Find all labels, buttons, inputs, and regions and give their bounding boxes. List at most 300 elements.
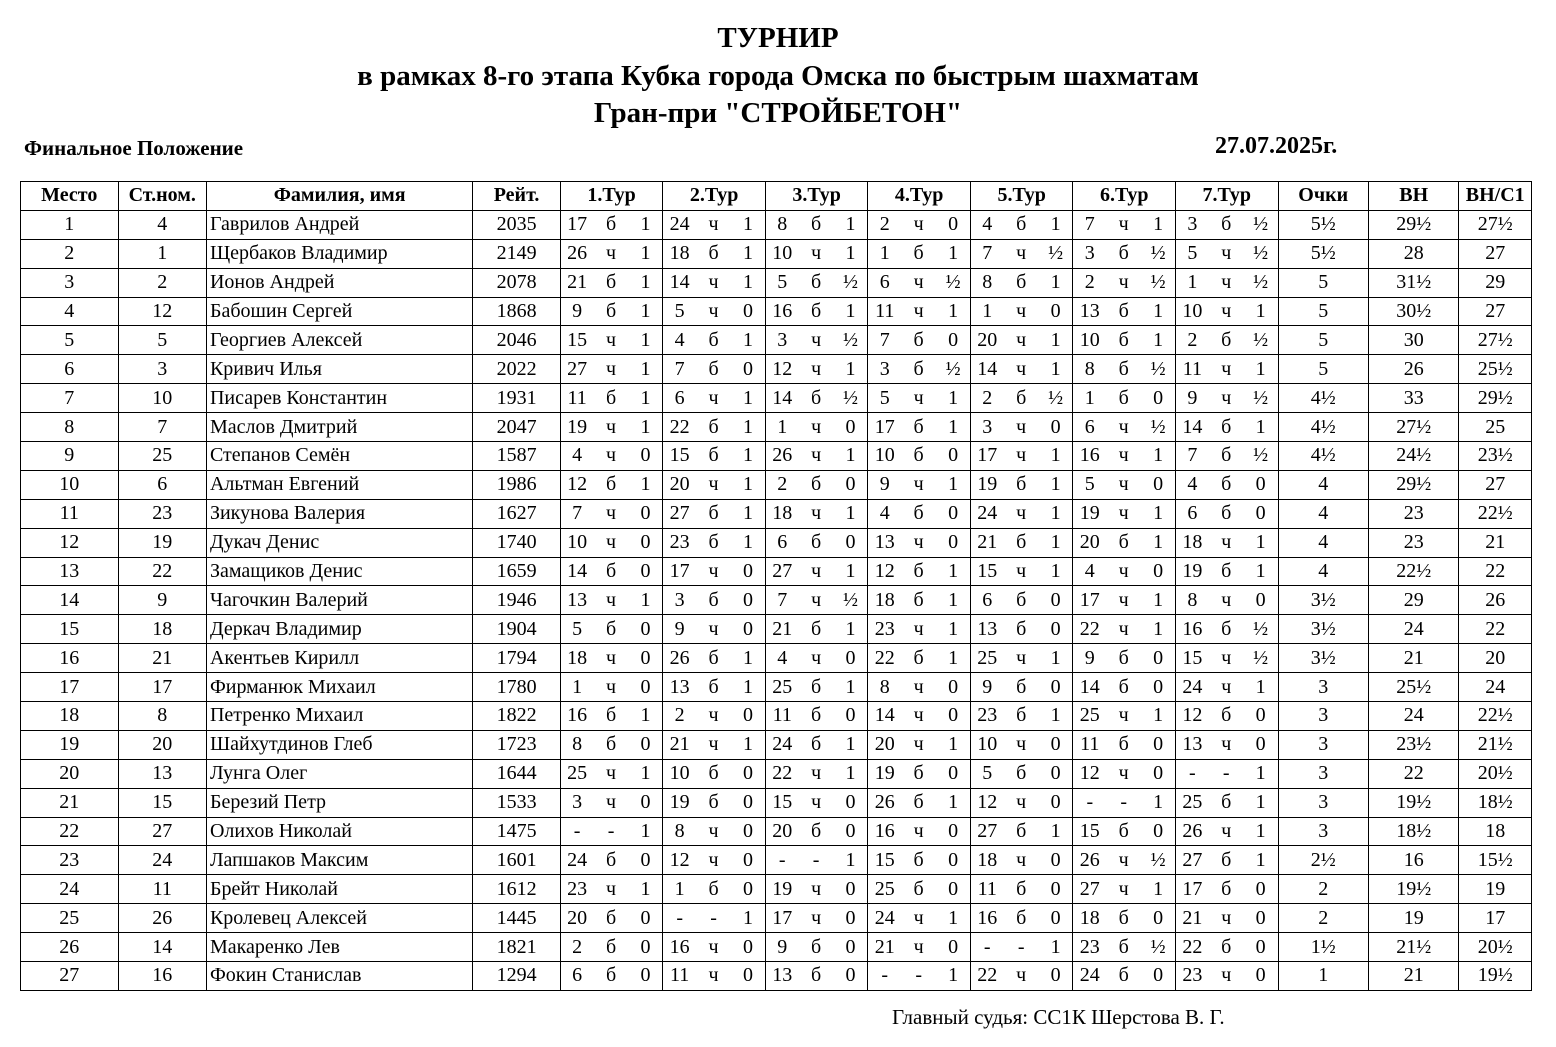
round-6-result: 0 [1141,557,1175,586]
round-3-color: б [799,297,834,326]
round-1-result: 0 [629,499,663,528]
round-5-result: 0 [1039,413,1073,442]
round-5-opponent: 14 [970,355,1003,384]
round-6-opponent: 20 [1073,528,1106,557]
bh-cell: 23 [1368,528,1458,557]
round-1-result: 0 [629,644,663,673]
round-4-result: 0 [936,702,970,731]
round-1-result: 0 [629,615,663,644]
round-7-color: б [1209,326,1244,355]
round-1-color: ч [593,326,628,355]
round-2-result: 0 [731,586,765,615]
round-6-result: 0 [1141,384,1175,413]
bh-cell: 30 [1368,326,1458,355]
round-3-color: б [799,817,834,846]
round-3-color: б [799,933,834,962]
round-2-opponent: 22 [663,413,696,442]
round-3-opponent: 2 [765,470,798,499]
bh-c1-cell: 20 [1459,644,1532,673]
round-5-opponent: 27 [970,817,1003,846]
round-3-color: - [799,846,834,875]
round-4-result: 0 [936,817,970,846]
round-3-result: ½ [834,268,868,297]
round-5-opponent: 11 [970,875,1003,904]
start-number-cell: 26 [118,904,206,933]
round-4-color: ч [901,297,936,326]
round-3-opponent: 10 [765,239,798,268]
round-4-color: б [901,875,936,904]
round-2-color: ч [696,702,731,731]
round-5-color: ч [1004,442,1039,471]
round-6-color: ч [1106,875,1141,904]
round-2-opponent: 11 [663,962,696,991]
round-3-result: 0 [834,470,868,499]
bh-c1-cell: 22 [1459,557,1532,586]
round-3-result: 0 [834,933,868,962]
player-name-cell: Щербаков Владимир [206,239,472,268]
table-row [21,442,1532,471]
header-row [21,182,1532,211]
start-number-cell: 13 [118,759,206,788]
player-name-cell: Макаренко Лев [206,933,472,962]
points-cell: 3 [1278,730,1368,759]
table-row [21,557,1532,586]
player-name-cell: Альтман Евгений [206,470,472,499]
round-6-opponent: 13 [1073,297,1106,326]
round-5-opponent: 21 [970,528,1003,557]
round-1-opponent: 5 [560,615,593,644]
round-4-color: б [901,557,936,586]
bh-c1-cell: 27½ [1459,210,1532,239]
round-4-opponent: 23 [868,615,901,644]
round-6-opponent: - [1073,788,1106,817]
round-3-color: б [799,528,834,557]
points-cell: 4 [1278,470,1368,499]
round-4-color: б [901,326,936,355]
round-4-result: 1 [936,557,970,586]
round-5-result: ½ [1039,239,1073,268]
round-4-result: 0 [936,210,970,239]
round-5-result: 0 [1039,615,1073,644]
round-6-result: 1 [1141,702,1175,731]
round-6-color: ч [1106,499,1141,528]
bh-c1-cell: 27½ [1459,326,1532,355]
start-number-cell: 23 [118,499,206,528]
bh-c1-cell: 22½ [1459,499,1532,528]
start-number-cell: 3 [118,355,206,384]
rating-cell: 2149 [473,239,560,268]
rating-cell: 1946 [473,586,560,615]
round-2-result: 1 [731,528,765,557]
table-row [21,933,1532,962]
round-5-color: б [1004,615,1039,644]
start-number-cell: 1 [118,239,206,268]
round-1-opponent: 27 [560,355,593,384]
round-5-color: ч [1004,788,1039,817]
round-4-opponent: 21 [868,933,901,962]
round-6-opponent: 26 [1073,846,1106,875]
round-5-result: 0 [1039,904,1073,933]
round-6-result: 1 [1141,615,1175,644]
round-5-opponent: 23 [970,702,1003,731]
bh-cell: 23½ [1368,730,1458,759]
round-3-result: 1 [834,239,868,268]
points-cell: 5 [1278,326,1368,355]
round-6-color: б [1106,817,1141,846]
round-5-opponent: 25 [970,644,1003,673]
round-2-color: б [696,586,731,615]
round-7-result: 1 [1244,557,1278,586]
bh-c1-cell: 18½ [1459,788,1532,817]
round-6-result: 0 [1141,904,1175,933]
round-6-opponent: 18 [1073,904,1106,933]
round-2-color: ч [696,817,731,846]
round-3-opponent: 19 [765,875,798,904]
round-3-opponent: - [765,846,798,875]
round-4-result: 1 [936,730,970,759]
start-number-cell: 6 [118,470,206,499]
round-2-color: б [696,239,731,268]
table-row [21,355,1532,384]
round-3-opponent: 17 [765,904,798,933]
round-1-color: б [593,933,628,962]
round-1-opponent: 1 [560,673,593,702]
points-cell: 4 [1278,557,1368,586]
bh-c1-cell: 22½ [1459,702,1532,731]
round-6-opponent: 10 [1073,326,1106,355]
round-7-color: ч [1209,673,1244,702]
points-cell: 3½ [1278,644,1368,673]
rating-cell: 2022 [473,355,560,384]
round-1-opponent: 8 [560,730,593,759]
round-7-color: ч [1209,904,1244,933]
rating-cell: 2035 [473,210,560,239]
round-2-color: ч [696,268,731,297]
round-1-color: б [593,210,628,239]
round-3-result: ½ [834,326,868,355]
round-1-result: 1 [629,384,663,413]
round-5-opponent: 1 [970,297,1003,326]
round-4-color: б [901,644,936,673]
round-7-opponent: 8 [1175,586,1208,615]
round-7-color: ч [1209,528,1244,557]
round-3-opponent: 1 [765,413,798,442]
rating-cell: 1931 [473,384,560,413]
rating-cell: 2047 [473,413,560,442]
round-6-opponent: 17 [1073,586,1106,615]
round-5-color: ч [1004,846,1039,875]
place-cell: 18 [21,702,119,731]
header-round-2: 2.Тур [663,182,766,211]
bh-cell: 16 [1368,846,1458,875]
round-5-opponent: 20 [970,326,1003,355]
round-7-color: ч [1209,817,1244,846]
round-7-opponent: 9 [1175,384,1208,413]
round-7-opponent: 5 [1175,239,1208,268]
round-1-result: 1 [629,326,663,355]
bh-cell: 21 [1368,962,1458,991]
round-3-color: б [799,962,834,991]
round-1-color: б [593,297,628,326]
table-row [21,702,1532,731]
start-number-cell: 21 [118,644,206,673]
round-5-result: 1 [1039,817,1073,846]
round-6-result: 1 [1141,499,1175,528]
player-name-cell: Ионов Андрей [206,268,472,297]
bh-cell: 29½ [1368,470,1458,499]
round-1-opponent: 18 [560,644,593,673]
place-cell: 22 [21,817,119,846]
round-1-color: б [593,557,628,586]
points-cell: 5½ [1278,239,1368,268]
player-name-cell: Чагочкин Валерий [206,586,472,615]
round-7-color: б [1209,788,1244,817]
round-4-opponent: 6 [868,268,901,297]
bh-c1-cell: 25½ [1459,355,1532,384]
round-5-color: ч [1004,499,1039,528]
points-cell: 4½ [1278,442,1368,471]
round-4-opponent: 16 [868,817,901,846]
round-2-result: 1 [731,499,765,528]
header-round-5: 5.Тур [970,182,1073,211]
rating-cell: 1294 [473,962,560,991]
round-6-opponent: 27 [1073,875,1106,904]
start-number-cell: 5 [118,326,206,355]
round-6-result: 1 [1141,442,1175,471]
round-6-color: б [1106,528,1141,557]
round-4-result: ½ [936,355,970,384]
round-6-result: 0 [1141,730,1175,759]
rating-cell: 2046 [473,326,560,355]
table-row [21,413,1532,442]
round-2-opponent: 19 [663,788,696,817]
round-7-result: ½ [1244,326,1278,355]
round-6-opponent: 2 [1073,268,1106,297]
round-6-opponent: 5 [1073,470,1106,499]
place-cell: 27 [21,962,119,991]
place-cell: 24 [21,875,119,904]
round-1-color: ч [593,528,628,557]
round-7-opponent: 21 [1175,904,1208,933]
round-2-result: 1 [731,644,765,673]
round-4-opponent: 22 [868,644,901,673]
round-4-opponent: 17 [868,413,901,442]
round-2-color: ч [696,962,731,991]
place-cell: 7 [21,384,119,413]
round-3-opponent: 26 [765,442,798,471]
round-2-opponent: 12 [663,846,696,875]
round-6-result: ½ [1141,846,1175,875]
round-1-color: ч [593,239,628,268]
round-6-color: ч [1106,702,1141,731]
round-4-opponent: 19 [868,759,901,788]
round-2-opponent: 14 [663,268,696,297]
round-7-opponent: 26 [1175,817,1208,846]
round-6-color: б [1106,297,1141,326]
round-3-result: 1 [834,442,868,471]
round-6-result: 1 [1141,297,1175,326]
round-2-opponent: 16 [663,933,696,962]
bh-c1-cell: 17 [1459,904,1532,933]
round-1-opponent: 15 [560,326,593,355]
round-4-color: б [901,413,936,442]
round-4-result: 1 [936,904,970,933]
round-1-result: 0 [629,528,663,557]
place-cell: 2 [21,239,119,268]
points-cell: 3 [1278,759,1368,788]
title-line-2: в рамках 8-го этапа Кубка города Омска по быстрым шахматам [357,60,1199,92]
bh-c1-cell: 20½ [1459,933,1532,962]
place-cell: 9 [21,442,119,471]
bh-cell: 22½ [1368,557,1458,586]
round-4-opponent: - [868,962,901,991]
round-1-color: б [593,615,628,644]
bh-cell: 22 [1368,759,1458,788]
round-7-opponent: - [1175,759,1208,788]
round-1-result: 0 [629,933,663,962]
round-2-opponent: 5 [663,297,696,326]
round-4-opponent: 5 [868,384,901,413]
round-5-color: б [1004,586,1039,615]
round-1-result: 1 [629,470,663,499]
round-1-result: 1 [629,759,663,788]
round-3-opponent: 9 [765,933,798,962]
bh-c1-cell: 29 [1459,268,1532,297]
round-3-opponent: 3 [765,326,798,355]
bh-c1-cell: 27 [1459,297,1532,326]
bh-cell: 21½ [1368,933,1458,962]
round-3-color: б [799,730,834,759]
round-4-opponent: 2 [868,210,901,239]
round-2-result: 0 [731,355,765,384]
round-5-color: б [1004,528,1039,557]
round-2-opponent: 21 [663,730,696,759]
round-6-opponent: 9 [1073,644,1106,673]
round-1-opponent: 3 [560,788,593,817]
round-2-result: 0 [731,615,765,644]
round-6-color: ч [1106,442,1141,471]
round-2-color: б [696,759,731,788]
table-row [21,384,1532,413]
rating-cell: 1533 [473,788,560,817]
round-3-color: б [799,615,834,644]
round-6-result: 0 [1141,644,1175,673]
start-number-cell: 19 [118,528,206,557]
round-5-opponent: 8 [970,268,1003,297]
round-2-opponent: 7 [663,355,696,384]
start-number-cell: 27 [118,817,206,846]
round-4-color: ч [901,384,936,413]
round-6-opponent: 1 [1073,384,1106,413]
round-5-color: ч [1004,730,1039,759]
start-number-cell: 8 [118,702,206,731]
round-5-opponent: 10 [970,730,1003,759]
round-1-opponent: 25 [560,759,593,788]
round-3-opponent: 13 [765,962,798,991]
round-1-opponent: 16 [560,702,593,731]
round-3-result: 1 [834,355,868,384]
table-row [21,846,1532,875]
round-2-color: б [696,644,731,673]
round-1-color: ч [593,499,628,528]
round-4-result: 1 [936,644,970,673]
points-cell: 3 [1278,702,1368,731]
round-6-opponent: 11 [1073,730,1106,759]
round-1-result: 1 [629,875,663,904]
round-1-opponent: 2 [560,933,593,962]
round-7-result: ½ [1244,384,1278,413]
points-cell: 4 [1278,528,1368,557]
round-5-color: ч [1004,644,1039,673]
round-1-result: 1 [629,210,663,239]
player-name-cell: Фокин Станислав [206,962,472,991]
round-7-color: б [1209,875,1244,904]
start-number-cell: 25 [118,442,206,471]
round-6-color: б [1106,644,1141,673]
round-7-color: б [1209,846,1244,875]
round-4-color: б [901,788,936,817]
rating-cell: 1723 [473,730,560,759]
round-5-result: 1 [1039,326,1073,355]
round-1-opponent: 6 [560,962,593,991]
round-3-result: 1 [834,297,868,326]
round-1-result: 0 [629,788,663,817]
bh-c1-cell: 21 [1459,528,1532,557]
round-3-opponent: 14 [765,384,798,413]
round-5-result: 0 [1039,759,1073,788]
player-name-cell: Березий Петр [206,788,472,817]
round-5-color: ч [1004,297,1039,326]
rating-cell: 1644 [473,759,560,788]
round-7-opponent: 16 [1175,615,1208,644]
round-2-color: б [696,788,731,817]
player-name-cell: Зикунова Валерия [206,499,472,528]
round-2-opponent: 15 [663,442,696,471]
round-4-opponent: 7 [868,326,901,355]
round-6-result: 0 [1141,817,1175,846]
round-3-result: 1 [834,759,868,788]
round-1-opponent: 19 [560,413,593,442]
round-1-opponent: 9 [560,297,593,326]
round-4-result: 0 [936,875,970,904]
rating-cell: 1475 [473,817,560,846]
bh-cell: 28 [1368,239,1458,268]
round-4-opponent: 14 [868,702,901,731]
round-7-result: 1 [1244,528,1278,557]
round-1-opponent: 21 [560,268,593,297]
title-line-3: Гран-при "СТРОЙБЕТОН" [593,97,963,129]
start-number-cell: 24 [118,846,206,875]
round-7-result: 1 [1244,817,1278,846]
bh-c1-cell: 29½ [1459,384,1532,413]
round-6-result: 1 [1141,210,1175,239]
rating-cell: 1821 [473,933,560,962]
round-6-result: 1 [1141,875,1175,904]
round-3-color: б [799,210,834,239]
round-4-result: 0 [936,326,970,355]
start-number-cell: 20 [118,730,206,759]
round-5-result: 1 [1039,470,1073,499]
round-5-opponent: 3 [970,413,1003,442]
round-5-opponent: 9 [970,673,1003,702]
round-1-opponent: 14 [560,557,593,586]
round-1-opponent: 10 [560,528,593,557]
round-3-result: 1 [834,615,868,644]
round-3-color: ч [799,788,834,817]
round-5-color: ч [1004,355,1039,384]
round-5-color: ч [1004,239,1039,268]
header-round-6: 6.Тур [1073,182,1176,211]
